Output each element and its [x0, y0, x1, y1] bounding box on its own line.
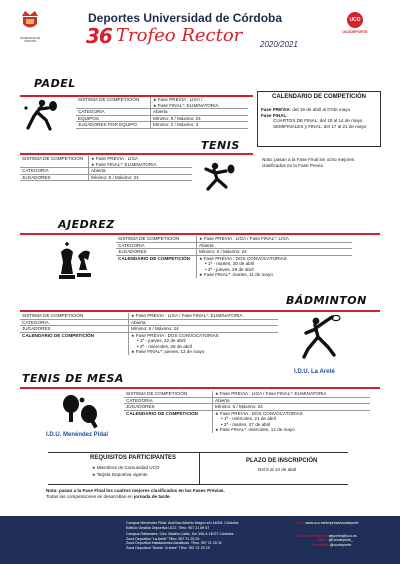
- requisitos-bottom-divider: [48, 484, 348, 485]
- table-tennis-icon: [58, 392, 102, 435]
- row-value: Abierta: [129, 319, 279, 326]
- tenis-mesa-table: [124, 391, 370, 433]
- footer-line: Campus Rabanales. Ctra. Madrid-Cádiz, Km 396-A 14071 Córdoba.: [126, 532, 235, 537]
- footer-contact: [296, 521, 396, 547]
- row-value: Abierta: [213, 397, 371, 404]
- cal-final: ★ Fase FINAL*: miércoles, 12 de mayo: [215, 427, 368, 433]
- system-value: ★ Fase PREVIA : LIGA / Fase FINAL*: LIGA: [199, 236, 289, 241]
- calendar-value: [129, 332, 279, 355]
- row-label: CATEGORIA: [76, 109, 151, 116]
- tenis-icon: [198, 161, 238, 200]
- bottom-note-1: Nota: pasan a la Fase Final los cuatros mejores clasificados en las Fases Previas.: [46, 488, 225, 493]
- bottom-note-2: Todas las competiciones se desarrollan en jornada de tarde.: [46, 494, 171, 499]
- row-label: CATEGORIA: [20, 319, 129, 326]
- table-row: [76, 122, 248, 129]
- badminton-heading: BÁDMINTON: [286, 294, 367, 307]
- footer-web[interactable]: Web: www.uco.es/empresa/ucodeporte: [296, 521, 359, 525]
- row-value: Mínimo: 6 / Máximo: 24: [213, 404, 371, 411]
- calendar-final: Fase FINAL:: [261, 112, 288, 118]
- row-value: Abierta: [151, 109, 249, 116]
- phase-previa: ★ Fase PREVIA : LIGA /: [153, 97, 246, 103]
- tenis-heading: TENIS: [201, 139, 240, 152]
- cal-item: • 2ª - martes, 27 de abril: [215, 422, 368, 428]
- tenis-mesa-venue: I.D.U. Menéndez Pidal: [46, 432, 109, 438]
- calendar-previa: Fase PREVIA: del 19 de abril al 07de mayo: [261, 107, 351, 112]
- table-row: [20, 313, 278, 319]
- ajedrez-heading: AJEDREZ: [58, 218, 115, 231]
- row-label: JUGADORES: [124, 404, 213, 411]
- row-value: Mínimo: 6 / Máximo: 24: [197, 249, 353, 256]
- row-label: SISTEMA DE COMPETICIÓN: [20, 313, 129, 319]
- ajedrez-divider: [20, 233, 380, 235]
- cal-item: • 2ª - miércoles, 28 de abril: [131, 344, 276, 350]
- cal-phase: ★ Fase PREVIA : DOS CONVOCATORIAS: [131, 333, 276, 339]
- badminton-icon: [296, 315, 346, 366]
- footer-line: Zona Deportiva "Monte. Cranes" Tlfno. 957 21 25 15: [126, 545, 210, 550]
- table-row: [20, 156, 192, 168]
- row-label: JUGADORES: [116, 249, 197, 256]
- cal-item: • 2ª - jueves, 29 de abril: [199, 267, 350, 273]
- calendar-label: CALENDARIO DE COMPETICIÓN: [20, 332, 129, 355]
- cal-phase: ★ Fase PREVIA : DOS CONVOCATORIAS: [199, 256, 350, 262]
- calendar-value: [213, 410, 371, 433]
- footer-line: Edificio Gestión Deportiva UCO. Tlfno. 957 21 89 67: [126, 525, 210, 530]
- row-value: Mínimo: 6 / Máximo: 24: [129, 326, 279, 333]
- badminton-table: [20, 313, 278, 355]
- ucodeporte-badge: UCO: [347, 12, 363, 28]
- table-row: [20, 174, 192, 181]
- phase-final: ★ Fase FINAL*: ELIMINATORIA: [91, 162, 190, 168]
- row-value: [151, 97, 249, 109]
- tenis-table: [20, 156, 192, 181]
- university-logo: [16, 8, 44, 43]
- cal-item: • 1ª - miércoles, 21 de abril: [215, 416, 368, 422]
- chess-icon: [56, 240, 96, 287]
- calendar-semis: SEMIFINALES y FINAL: del 17 al 21 de mayo: [273, 123, 367, 129]
- row-label: JUGADORES: [20, 326, 129, 333]
- footer-addresses: [126, 521, 286, 551]
- cal-phase: ★ Fase PREVIA : DOS CONVOCATORIAS: [215, 411, 368, 417]
- row-value: Abierta: [197, 242, 353, 249]
- row-value: [89, 156, 193, 168]
- calendar-box: [257, 91, 381, 147]
- table-row: [124, 410, 370, 433]
- top-note: Nota: pasan a la Fase Final los ocho mejores clasificados en la Fase Previa: [262, 157, 355, 168]
- footer-mail[interactable]: Correo información: deportes@uco.es: [296, 533, 357, 538]
- season: 2020/2021: [260, 40, 298, 49]
- tenis-mesa-heading: TENIS DE MESA: [22, 372, 124, 385]
- calendar-label: CALENDARIO DE COMPETICIÓN: [124, 410, 213, 433]
- calendar-value: [197, 255, 353, 278]
- calendar-label: CALENDARIO DE COMPETICIÓN: [116, 255, 197, 278]
- row-value: Mínimo: 8 / Máximo: 24: [89, 174, 193, 181]
- edition-number: 36: [86, 24, 112, 48]
- university-logo-caption: UNIVERSIDAD DE CÓRDOBA: [19, 37, 41, 43]
- table-row: [20, 332, 278, 355]
- badminton-venue: I.D.U. La Areté: [294, 369, 335, 375]
- row-label: EQUIPOS: [76, 115, 151, 122]
- phase-previa: ★ Fase PREVIA : LIGA: [91, 156, 190, 162]
- tenis-divider: [20, 153, 253, 155]
- cal-item: • 1ª - jueves, 22 de abril: [131, 338, 276, 344]
- row-label: SISTEMA DE COMPETICIÓN: [116, 236, 197, 242]
- padel-icon: [20, 98, 60, 137]
- row-label: SISTEMA DE COMPETICIÓN: [124, 391, 213, 397]
- cal-item: • 1ª - martes, 20 de abril: [199, 261, 350, 267]
- calendar-cuartos: CUARTOS DE FINAL: del 10 al 14 de mayo: [273, 118, 363, 124]
- phase-final: ★ Fase FINAL*: ELIMINATORIA: [153, 103, 246, 109]
- tenis-mesa-divider: [20, 387, 380, 389]
- ajedrez-table: [116, 236, 352, 278]
- table-row: [76, 97, 248, 109]
- footer-facebook[interactable]: Facebook: @ucodeporte: [312, 542, 352, 547]
- cal-final: ★ Fase FINAL*: martes, 11 de mayo: [199, 272, 350, 278]
- org-title: Deportes Universidad de Córdoba: [88, 11, 283, 25]
- footer-line: Zona Deportiva "La Areté" Tlfno. 957 21 25 25: [126, 536, 200, 541]
- calendar-title: CALENDARIO DE COMPETICIÓN: [271, 94, 366, 100]
- system-value: ★ Fase PREVIA : LIGA / Fase FINAL*: ELIMINATORIA: [131, 313, 243, 318]
- footer-line: Campus Menéndez Pidal. Avd/San Alberto Magno s/n 14004. Córdoba.: [126, 521, 240, 525]
- row-label: SISTEMA DE COMPETICIÓN: [20, 156, 89, 168]
- ucodeporte-caption: UCODEPORTE: [342, 30, 368, 34]
- requisitos-divider: [48, 452, 348, 453]
- requisitos-item-2: ★ Tarjeta Deportiva vigente: [92, 472, 148, 478]
- row-label: JUGADORES: [20, 174, 89, 181]
- footer: [0, 516, 400, 564]
- footer-line: Zona Deportiva Instalaciones Acuáticas. Tlfno. 957 21 25 31: [126, 541, 222, 546]
- row-value: Mínimo: 2 / Máximo: 3: [151, 122, 249, 129]
- ucodeporte-logo: [340, 12, 370, 40]
- padel-table: [76, 97, 248, 129]
- row-value: Mínimo: 8 / Máximo: 24: [151, 115, 249, 122]
- footer-twitter[interactable]: Twitter: @Ucodeporte_: [316, 538, 353, 543]
- padel-heading: PADEL: [34, 77, 76, 90]
- system-value: ★ Fase PREVIA : LIGA / Fase FINAL*: ELIMINATORIA: [215, 391, 327, 396]
- cal-final: ★ Fase FINAL*: jueves, 13 de mayo: [131, 349, 276, 355]
- row-label: JUGADORES POR EQUIPO: [76, 122, 151, 129]
- inscripcion-value: Del 5 al 13 de abril: [258, 467, 297, 472]
- requisitos-title: REQUISITOS PARTICIPANTES: [90, 455, 177, 461]
- section-vertical-divider: [199, 452, 200, 484]
- row-label: SISTEMA DE COMPETICIÓN: [76, 97, 151, 109]
- row-value: Abierta: [89, 168, 193, 175]
- row-label: CATEGORIA: [116, 242, 197, 249]
- badminton-divider: [20, 310, 380, 312]
- inscripcion-title: PLAZO DE INSCRIPCIÓN: [246, 458, 318, 464]
- table-row: [116, 255, 352, 278]
- requisitos-item-1: ★ Miembros de Comunidad UCO: [92, 465, 160, 471]
- row-label: CATEGORIA: [20, 168, 89, 175]
- event-title: Trofeo Rector: [116, 25, 243, 46]
- crown-shield-icon: [16, 8, 44, 32]
- row-label: CATEGORIA: [124, 397, 213, 404]
